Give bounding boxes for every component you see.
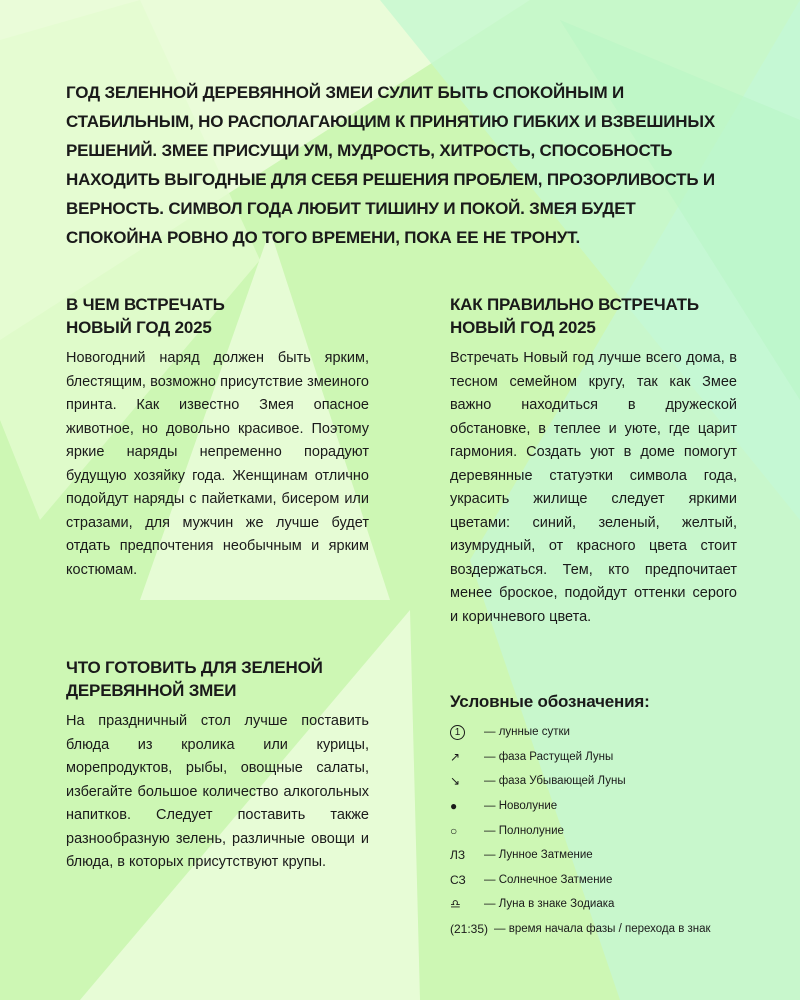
section-what-to-wear: [66, 293, 369, 582]
legend-text: — Полнолуние: [484, 824, 564, 837]
legend: [450, 692, 750, 941]
zodiac-sign-icon: ♎: [450, 897, 461, 912]
section-title-line1: ЧТО ГОТОВИТЬ ДЛЯ ЗЕЛЕНОЙ: [66, 658, 323, 677]
legend-item: [450, 769, 750, 794]
legend-item: [450, 892, 750, 917]
section-title: [450, 293, 737, 339]
section-body: Встречать Новый год лучше всего дома, в тесном семейном кругу, так как Змее важно находиться в дружеской обстановке, в теплее и уюте, где царит гармония. Создать уют в доме помогут деревянные статуэтки символа года, украсить жилище следует яркими цветами: синий, зеленый, желтый, изумрудный, от красного цвета стоит воздержаться. Тем, кто предпочитает менее броское, подойдут оттенки серого и коричневого цвета.: [450, 350, 737, 625]
section-body: На праздничный стол лучше поставить блюда из кролика или курицы, морепродуктов, рыбы, овощные салаты, избегайте большое количество алкогольных напитков. Следует поставить также разнообразную зелень, различные овощи и блюда, в которых присутствуют крупы.: [66, 713, 369, 870]
legend-item: [450, 794, 750, 819]
lunar-eclipse-label: ЛЗ: [450, 848, 466, 863]
legend-text: — Луна в знаке Зодиака: [484, 898, 615, 911]
section-title-line1: КАК ПРАВИЛЬНО ВСТРЕЧАТЬ: [450, 295, 699, 314]
legend-item: [450, 745, 750, 770]
legend-text: — Солнечное Затмение: [484, 873, 613, 886]
section-title: [66, 656, 369, 702]
full-moon-icon: ○: [450, 823, 458, 838]
legend-list: [450, 720, 750, 941]
lunar-day-icon: 1: [450, 725, 465, 740]
section-title-line1: В ЧЕМ ВСТРЕЧАТЬ: [66, 295, 225, 314]
section-title-line2: НОВЫЙ ГОД 2025: [450, 318, 596, 337]
section-title-line2: ДЕРЕВЯННОЙ ЗМЕИ: [66, 681, 237, 700]
legend-item: [450, 843, 750, 868]
legend-item: [450, 818, 750, 843]
time-example-label: (21:35): [450, 922, 489, 937]
intro-text: ГОД ЗЕЛЕННОЙ ДЕРЕВЯННОЙ ЗМЕИ СУЛИТ БЫТЬ СПОКОЙНЫМ И СТАБИЛЬНЫМ, НО РАСПОЛАГАЮЩИМ К ПРИНЯТИЮ ГИБКИХ И ВЗВЕШИНЫХ РЕШЕНИЙ. ЗМЕЕ ПРИСУЩИ УМ, МУДРОСТЬ, ХИТРОСТЬ, СПОСОБНОСТЬ НАХОДИТЬ ВЫГОДНЫЕ ДЛЯ СЕБЯ РЕШЕНИЯ ПРОБЛЕМ, ПРОЗОРЛИВОСТЬ И ВЕРНОСТЬ. СИМВОЛ ГОДА ЛЮБИТ ТИШИНУ И ПОКОЙ. ЗМЕЯ БУДЕТ СПОКОЙНА РОВНО ДО ТОГО ВРЕМЕНИ, ПОКА ЕЕ НЕ ТРОНУТ.: [66, 83, 715, 247]
legend-text: — Новолуние: [484, 800, 558, 813]
section-what-to-cook: [66, 656, 369, 875]
section-title: [66, 293, 369, 339]
section-body: Новогодний наряд должен быть ярким, блестящим, возможно присутствие змеиного принта. Как известно Змея опасное животное, но довольно красивое. Поэтому яркие наряды непременно порадуют будущую хозяйку года. Женщинам отлично подойдут наряды с пайетками, бисером или стразами, для мужчин же лучше будет отдать предпочтения необычным и ярким костюмам.: [66, 350, 369, 578]
legend-text: — лунные сутки: [484, 726, 570, 739]
legend-text: — Лунное Затмение: [484, 849, 593, 862]
waning-moon-arrow-icon: ↘: [450, 774, 461, 789]
legend-title: Условные обозначения:: [450, 692, 650, 711]
legend-text: — фаза Убывающей Луны: [484, 775, 626, 788]
legend-item: [450, 720, 750, 745]
solar-eclipse-label: СЗ: [450, 872, 466, 887]
legend-text: — время начала фазы / перехода в знак: [494, 923, 711, 936]
legend-text: — фаза Растущей Луны: [484, 750, 614, 763]
new-moon-icon: ●: [450, 799, 458, 814]
waxing-moon-arrow-icon: ↗: [450, 749, 461, 764]
section-title-line2: НОВЫЙ ГОД 2025: [66, 318, 212, 337]
legend-item: [450, 917, 750, 942]
legend-item: [450, 868, 750, 893]
section-how-to-celebrate: [450, 293, 737, 629]
